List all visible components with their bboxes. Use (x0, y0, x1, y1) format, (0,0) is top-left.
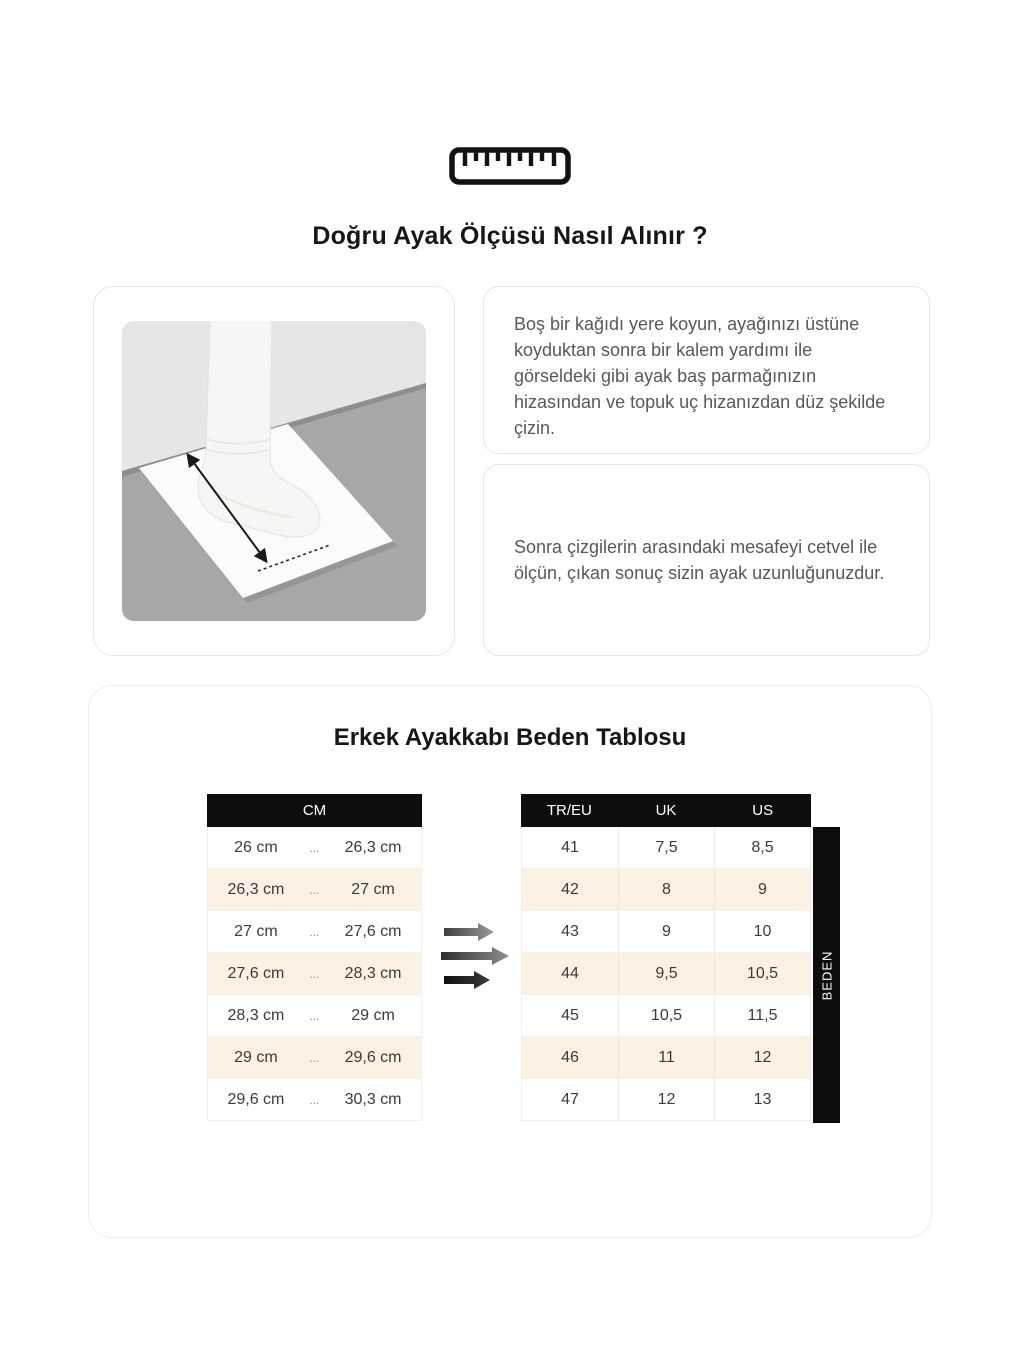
cm-range-row: 26 cm ... 26,3 cm (207, 827, 422, 869)
size-row: 41 7,5 8,5 (521, 827, 811, 869)
size-row: 43 9 10 (521, 911, 811, 953)
foot-measurement-photo-card (93, 286, 455, 656)
range-dots: ... (309, 924, 320, 939)
range-dots: ... (309, 1092, 320, 1107)
instruction-step-2-text: Sonra çizgilerin arasındaki mesafeyi cetvel ile ölçün, çıkan sonuç sizin ayak uzunluğunuzdur. (514, 537, 885, 583)
header-us: US (752, 802, 774, 819)
range-dots: ... (309, 966, 320, 981)
cm-range-row: 27 cm ... 27,6 cm (207, 911, 422, 953)
size-row: 45 10,5 11,5 (521, 995, 811, 1037)
size-table-card (88, 685, 932, 1238)
cm-range-row: 26,3 cm ... 27 cm (207, 869, 422, 911)
cm-range-row: 29,6 cm ... 30,3 cm (207, 1079, 422, 1121)
cm-range-row: 29 cm ... 29,6 cm (207, 1037, 422, 1079)
cm-range-row: 28,3 cm ... 29 cm (207, 995, 422, 1037)
shoe-size-table (521, 794, 811, 1121)
instruction-steps (483, 286, 930, 656)
size-row: 47 12 13 (521, 1079, 811, 1121)
instruction-step-1-text: Boş bir kağıdı yere koyun, ayağınızı üstüne koyduktan sonra bir kalem yardımı ile görseldeki gibi ayak baş parmağınızın hizasından ve topuk uç hizanızdan düz şekilde çizin. (514, 314, 886, 438)
instruction-step-2 (483, 464, 930, 656)
cm-range-row: 27,6 cm ... 28,3 cm (207, 953, 422, 995)
ruler-icon (0, 146, 1020, 186)
size-table-header (521, 794, 811, 827)
cm-table-header: CM (207, 794, 422, 827)
header-uk: UK (655, 802, 677, 819)
range-dots: ... (309, 1050, 320, 1065)
beden-side-label: BEDEN (813, 827, 840, 1123)
size-table-title: Erkek Ayakkabı Beden Tablosu (333, 724, 687, 751)
transfer-arrows-icon (439, 920, 513, 994)
page-title: Doğru Ayak Ölçüsü Nasıl Alınır ? (312, 222, 708, 250)
cm-range-table (207, 794, 422, 1121)
range-dots: ... (309, 840, 320, 855)
range-dots: ... (309, 882, 320, 897)
foot-on-paper-measurement-photo (122, 321, 426, 621)
instruction-step-1 (483, 286, 930, 454)
howto-section (93, 286, 930, 656)
ruler-icon-svg (448, 146, 572, 186)
size-row: 44 9,5 10,5 (521, 953, 811, 995)
size-row: 46 11 12 (521, 1037, 811, 1079)
range-dots: ... (309, 1008, 320, 1023)
size-row: 42 8 9 (521, 869, 811, 911)
header-tr-eu: TR/EU (546, 802, 592, 819)
